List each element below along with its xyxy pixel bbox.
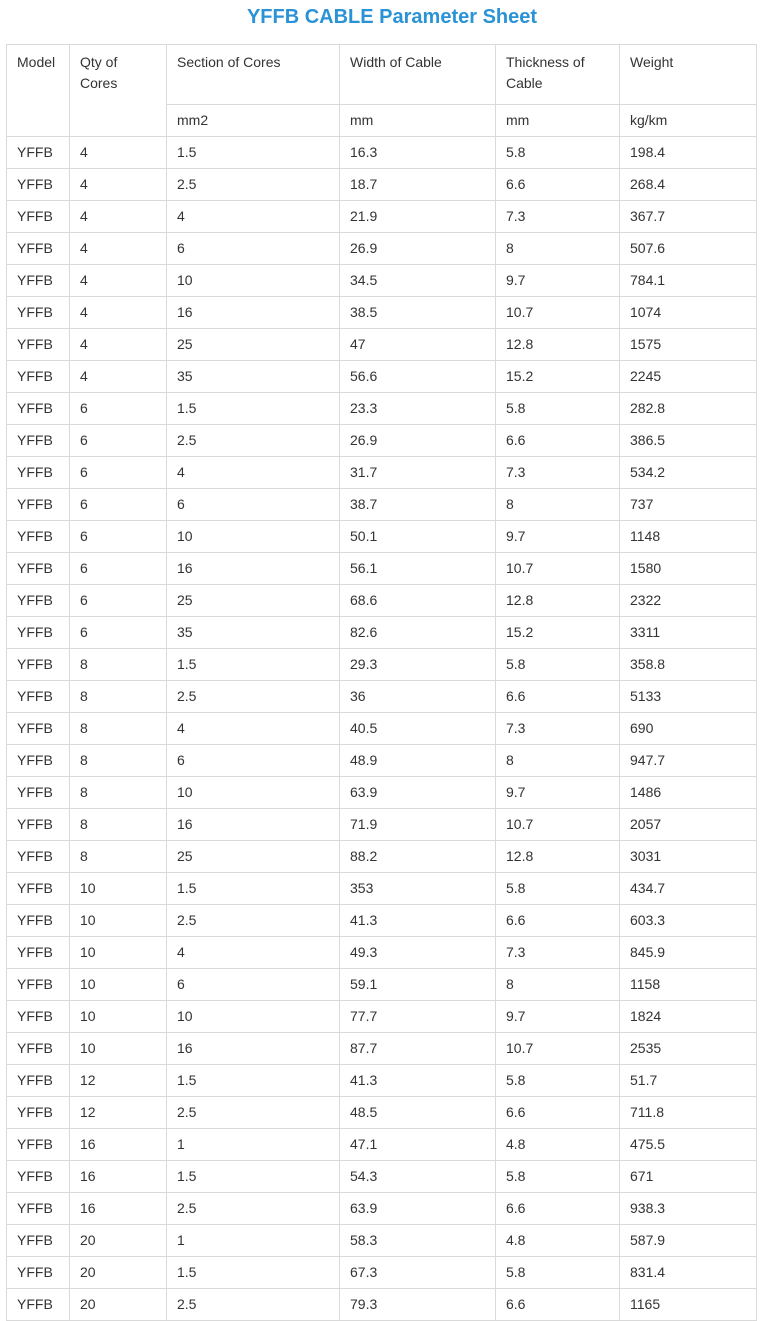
cell-qty-of-cores: 4 bbox=[70, 265, 167, 297]
table-row bbox=[7, 1289, 757, 1321]
cell-qty-of-cores: 8 bbox=[70, 841, 167, 873]
table-row bbox=[7, 233, 757, 265]
cell-width-of-cable: 79.3 bbox=[340, 1289, 496, 1321]
table-row bbox=[7, 1161, 757, 1193]
cell-model: YFFB bbox=[7, 393, 70, 425]
cell-section-of-cores: 2.5 bbox=[167, 169, 340, 201]
cell-model: YFFB bbox=[7, 1065, 70, 1097]
cell-width-of-cable: 34.5 bbox=[340, 265, 496, 297]
cell-thickness-of-cable: 5.8 bbox=[496, 137, 620, 169]
cell-section-of-cores: 4 bbox=[167, 457, 340, 489]
cell-qty-of-cores: 6 bbox=[70, 393, 167, 425]
cell-weight: 2535 bbox=[620, 1033, 757, 1065]
cell-thickness-of-cable: 10.7 bbox=[496, 297, 620, 329]
cell-weight: 1575 bbox=[620, 329, 757, 361]
cell-model: YFFB bbox=[7, 233, 70, 265]
table-row bbox=[7, 809, 757, 841]
cell-width-of-cable: 67.3 bbox=[340, 1257, 496, 1289]
cell-weight: 711.8 bbox=[620, 1097, 757, 1129]
cell-thickness-of-cable: 6.6 bbox=[496, 1097, 620, 1129]
cell-weight: 198.4 bbox=[620, 137, 757, 169]
table-row bbox=[7, 297, 757, 329]
cell-model: YFFB bbox=[7, 617, 70, 649]
cell-thickness-of-cable: 10.7 bbox=[496, 553, 620, 585]
cell-model: YFFB bbox=[7, 969, 70, 1001]
cell-thickness-of-cable: 7.3 bbox=[496, 937, 620, 969]
cell-width-of-cable: 82.6 bbox=[340, 617, 496, 649]
table-row bbox=[7, 1065, 757, 1097]
cell-model: YFFB bbox=[7, 265, 70, 297]
cell-weight: 3311 bbox=[620, 617, 757, 649]
cell-thickness-of-cable: 12.8 bbox=[496, 329, 620, 361]
table-row bbox=[7, 649, 757, 681]
cell-thickness-of-cable: 5.8 bbox=[496, 1257, 620, 1289]
cell-section-of-cores: 25 bbox=[167, 841, 340, 873]
cell-qty-of-cores: 6 bbox=[70, 457, 167, 489]
cell-model: YFFB bbox=[7, 745, 70, 777]
cell-width-of-cable: 50.1 bbox=[340, 521, 496, 553]
cell-section-of-cores: 1.5 bbox=[167, 1257, 340, 1289]
cell-weight: 507.6 bbox=[620, 233, 757, 265]
cell-weight: 5133 bbox=[620, 681, 757, 713]
cell-section-of-cores: 1.5 bbox=[167, 1161, 340, 1193]
table-row bbox=[7, 489, 757, 521]
cell-weight: 282.8 bbox=[620, 393, 757, 425]
table-row bbox=[7, 329, 757, 361]
cell-width-of-cable: 41.3 bbox=[340, 1065, 496, 1097]
table-row bbox=[7, 713, 757, 745]
cell-thickness-of-cable: 12.8 bbox=[496, 841, 620, 873]
cell-thickness-of-cable: 5.8 bbox=[496, 873, 620, 905]
cell-width-of-cable: 26.9 bbox=[340, 233, 496, 265]
cell-section-of-cores: 16 bbox=[167, 1033, 340, 1065]
cell-thickness-of-cable: 6.6 bbox=[496, 681, 620, 713]
cell-qty-of-cores: 10 bbox=[70, 1033, 167, 1065]
cell-qty-of-cores: 16 bbox=[70, 1193, 167, 1225]
cell-thickness-of-cable: 15.2 bbox=[496, 617, 620, 649]
table-row bbox=[7, 937, 757, 969]
cell-section-of-cores: 2.5 bbox=[167, 1193, 340, 1225]
cell-model: YFFB bbox=[7, 169, 70, 201]
cell-section-of-cores: 25 bbox=[167, 329, 340, 361]
cell-qty-of-cores: 4 bbox=[70, 329, 167, 361]
header-width-of-cable: Width of Cable bbox=[340, 45, 496, 105]
cell-qty-of-cores: 20 bbox=[70, 1289, 167, 1321]
table-row bbox=[7, 201, 757, 233]
cell-qty-of-cores: 8 bbox=[70, 745, 167, 777]
cell-width-of-cable: 48.9 bbox=[340, 745, 496, 777]
cell-weight: 268.4 bbox=[620, 169, 757, 201]
cell-thickness-of-cable: 7.3 bbox=[496, 713, 620, 745]
cell-qty-of-cores: 10 bbox=[70, 937, 167, 969]
cell-weight: 603.3 bbox=[620, 905, 757, 937]
cell-weight: 947.7 bbox=[620, 745, 757, 777]
cell-model: YFFB bbox=[7, 1097, 70, 1129]
table-row bbox=[7, 1225, 757, 1257]
table-row bbox=[7, 457, 757, 489]
table-row bbox=[7, 777, 757, 809]
cell-width-of-cable: 353 bbox=[340, 873, 496, 905]
cell-weight: 938.3 bbox=[620, 1193, 757, 1225]
cell-model: YFFB bbox=[7, 1129, 70, 1161]
parameter-table bbox=[6, 44, 757, 1321]
cell-thickness-of-cable: 4.8 bbox=[496, 1129, 620, 1161]
cell-weight: 358.8 bbox=[620, 649, 757, 681]
cell-qty-of-cores: 8 bbox=[70, 713, 167, 745]
cell-thickness-of-cable: 8 bbox=[496, 745, 620, 777]
cell-qty-of-cores: 6 bbox=[70, 553, 167, 585]
cell-thickness-of-cable: 8 bbox=[496, 489, 620, 521]
cell-width-of-cable: 16.3 bbox=[340, 137, 496, 169]
cell-model: YFFB bbox=[7, 873, 70, 905]
cell-width-of-cable: 18.7 bbox=[340, 169, 496, 201]
cell-qty-of-cores: 6 bbox=[70, 617, 167, 649]
cell-section-of-cores: 10 bbox=[167, 1001, 340, 1033]
cell-width-of-cable: 56.6 bbox=[340, 361, 496, 393]
cell-qty-of-cores: 8 bbox=[70, 809, 167, 841]
cell-thickness-of-cable: 12.8 bbox=[496, 585, 620, 617]
cell-weight: 690 bbox=[620, 713, 757, 745]
cell-section-of-cores: 2.5 bbox=[167, 681, 340, 713]
cell-width-of-cable: 56.1 bbox=[340, 553, 496, 585]
cell-qty-of-cores: 4 bbox=[70, 137, 167, 169]
cell-thickness-of-cable: 7.3 bbox=[496, 457, 620, 489]
cell-width-of-cable: 48.5 bbox=[340, 1097, 496, 1129]
cell-qty-of-cores: 8 bbox=[70, 777, 167, 809]
cell-model: YFFB bbox=[7, 489, 70, 521]
cell-width-of-cable: 68.6 bbox=[340, 585, 496, 617]
cell-section-of-cores: 10 bbox=[167, 265, 340, 297]
cell-weight: 1158 bbox=[620, 969, 757, 1001]
cell-weight: 1148 bbox=[620, 521, 757, 553]
cell-thickness-of-cable: 5.8 bbox=[496, 393, 620, 425]
header-weight: Weight bbox=[620, 45, 757, 105]
cell-qty-of-cores: 8 bbox=[70, 649, 167, 681]
cell-width-of-cable: 88.2 bbox=[340, 841, 496, 873]
cell-model: YFFB bbox=[7, 1033, 70, 1065]
table-row bbox=[7, 1129, 757, 1161]
cell-model: YFFB bbox=[7, 1289, 70, 1321]
cell-width-of-cable: 58.3 bbox=[340, 1225, 496, 1257]
cell-model: YFFB bbox=[7, 201, 70, 233]
cell-model: YFFB bbox=[7, 937, 70, 969]
cell-section-of-cores: 1 bbox=[167, 1129, 340, 1161]
table-row bbox=[7, 1193, 757, 1225]
cell-section-of-cores: 4 bbox=[167, 937, 340, 969]
cell-weight: 671 bbox=[620, 1161, 757, 1193]
cell-width-of-cable: 23.3 bbox=[340, 393, 496, 425]
cell-model: YFFB bbox=[7, 585, 70, 617]
cell-qty-of-cores: 12 bbox=[70, 1097, 167, 1129]
cell-model: YFFB bbox=[7, 297, 70, 329]
cell-thickness-of-cable: 5.8 bbox=[496, 1161, 620, 1193]
cell-model: YFFB bbox=[7, 713, 70, 745]
table-row bbox=[7, 905, 757, 937]
cell-model: YFFB bbox=[7, 1193, 70, 1225]
cell-section-of-cores: 2.5 bbox=[167, 905, 340, 937]
cell-thickness-of-cable: 8 bbox=[496, 969, 620, 1001]
cell-weight: 1486 bbox=[620, 777, 757, 809]
cell-section-of-cores: 16 bbox=[167, 297, 340, 329]
table-row bbox=[7, 393, 757, 425]
cell-section-of-cores: 10 bbox=[167, 521, 340, 553]
cell-weight: 784.1 bbox=[620, 265, 757, 297]
table-row bbox=[7, 1257, 757, 1289]
cell-qty-of-cores: 10 bbox=[70, 873, 167, 905]
cell-thickness-of-cable: 9.7 bbox=[496, 777, 620, 809]
cell-section-of-cores: 2.5 bbox=[167, 1289, 340, 1321]
cell-qty-of-cores: 20 bbox=[70, 1225, 167, 1257]
cell-weight: 2057 bbox=[620, 809, 757, 841]
cell-weight: 737 bbox=[620, 489, 757, 521]
cell-section-of-cores: 2.5 bbox=[167, 425, 340, 457]
cell-qty-of-cores: 16 bbox=[70, 1129, 167, 1161]
cell-weight: 1165 bbox=[620, 1289, 757, 1321]
cell-weight: 475.5 bbox=[620, 1129, 757, 1161]
cell-weight: 367.7 bbox=[620, 201, 757, 233]
cell-section-of-cores: 10 bbox=[167, 777, 340, 809]
cell-thickness-of-cable: 6.6 bbox=[496, 169, 620, 201]
table-row bbox=[7, 841, 757, 873]
table-row bbox=[7, 169, 757, 201]
unit-width: mm bbox=[340, 105, 496, 137]
table-body bbox=[7, 45, 757, 1321]
header-section-of-cores: Section of Cores bbox=[167, 45, 340, 105]
cell-section-of-cores: 2.5 bbox=[167, 1097, 340, 1129]
cell-model: YFFB bbox=[7, 1161, 70, 1193]
cell-qty-of-cores: 8 bbox=[70, 681, 167, 713]
cell-qty-of-cores: 6 bbox=[70, 425, 167, 457]
cell-width-of-cable: 47.1 bbox=[340, 1129, 496, 1161]
cell-weight: 434.7 bbox=[620, 873, 757, 905]
table-row bbox=[7, 265, 757, 297]
unit-thickness: mm bbox=[496, 105, 620, 137]
cell-model: YFFB bbox=[7, 1257, 70, 1289]
cell-thickness-of-cable: 4.8 bbox=[496, 1225, 620, 1257]
cell-section-of-cores: 1.5 bbox=[167, 649, 340, 681]
cell-section-of-cores: 6 bbox=[167, 233, 340, 265]
cell-model: YFFB bbox=[7, 553, 70, 585]
cell-qty-of-cores: 6 bbox=[70, 585, 167, 617]
cell-width-of-cable: 40.5 bbox=[340, 713, 496, 745]
cell-width-of-cable: 21.9 bbox=[340, 201, 496, 233]
cell-thickness-of-cable: 10.7 bbox=[496, 809, 620, 841]
header-thickness-of-cable: Thickness of Cable bbox=[496, 45, 620, 105]
cell-width-of-cable: 63.9 bbox=[340, 777, 496, 809]
cell-section-of-cores: 1 bbox=[167, 1225, 340, 1257]
cell-model: YFFB bbox=[7, 841, 70, 873]
cell-weight: 1580 bbox=[620, 553, 757, 585]
table-row bbox=[7, 361, 757, 393]
table-row bbox=[7, 681, 757, 713]
cell-width-of-cable: 59.1 bbox=[340, 969, 496, 1001]
cell-width-of-cable: 47 bbox=[340, 329, 496, 361]
table-row bbox=[7, 585, 757, 617]
header-row bbox=[7, 45, 757, 105]
cell-qty-of-cores: 4 bbox=[70, 169, 167, 201]
unit-weight: kg/km bbox=[620, 105, 757, 137]
cell-model: YFFB bbox=[7, 777, 70, 809]
cell-model: YFFB bbox=[7, 809, 70, 841]
cell-qty-of-cores: 10 bbox=[70, 905, 167, 937]
cell-weight: 2322 bbox=[620, 585, 757, 617]
cell-qty-of-cores: 4 bbox=[70, 201, 167, 233]
table-row bbox=[7, 521, 757, 553]
cell-model: YFFB bbox=[7, 457, 70, 489]
cell-width-of-cable: 71.9 bbox=[340, 809, 496, 841]
cell-width-of-cable: 77.7 bbox=[340, 1001, 496, 1033]
cell-qty-of-cores: 16 bbox=[70, 1161, 167, 1193]
cell-width-of-cable: 38.7 bbox=[340, 489, 496, 521]
cell-thickness-of-cable: 6.6 bbox=[496, 1289, 620, 1321]
cell-model: YFFB bbox=[7, 1001, 70, 1033]
cell-qty-of-cores: 12 bbox=[70, 1065, 167, 1097]
cell-section-of-cores: 1.5 bbox=[167, 873, 340, 905]
cell-thickness-of-cable: 5.8 bbox=[496, 649, 620, 681]
cell-qty-of-cores: 10 bbox=[70, 969, 167, 1001]
cell-weight: 386.5 bbox=[620, 425, 757, 457]
cell-section-of-cores: 1.5 bbox=[167, 137, 340, 169]
cell-section-of-cores: 1.5 bbox=[167, 393, 340, 425]
cell-width-of-cable: 31.7 bbox=[340, 457, 496, 489]
table-row bbox=[7, 1001, 757, 1033]
cell-model: YFFB bbox=[7, 137, 70, 169]
cell-width-of-cable: 26.9 bbox=[340, 425, 496, 457]
cell-model: YFFB bbox=[7, 521, 70, 553]
cell-thickness-of-cable: 6.6 bbox=[496, 1193, 620, 1225]
cell-thickness-of-cable: 8 bbox=[496, 233, 620, 265]
table-row bbox=[7, 969, 757, 1001]
cell-model: YFFB bbox=[7, 425, 70, 457]
cell-model: YFFB bbox=[7, 905, 70, 937]
cell-weight: 1824 bbox=[620, 1001, 757, 1033]
cell-model: YFFB bbox=[7, 329, 70, 361]
cell-thickness-of-cable: 9.7 bbox=[496, 265, 620, 297]
cell-qty-of-cores: 4 bbox=[70, 361, 167, 393]
table-row bbox=[7, 1033, 757, 1065]
table-row bbox=[7, 745, 757, 777]
cell-width-of-cable: 49.3 bbox=[340, 937, 496, 969]
table-row bbox=[7, 137, 757, 169]
cell-section-of-cores: 4 bbox=[167, 201, 340, 233]
table-row bbox=[7, 873, 757, 905]
page-title: YFFB CABLE Parameter Sheet bbox=[246, 6, 538, 28]
cell-section-of-cores: 16 bbox=[167, 553, 340, 585]
cell-section-of-cores: 16 bbox=[167, 809, 340, 841]
cell-width-of-cable: 29.3 bbox=[340, 649, 496, 681]
table-row bbox=[7, 425, 757, 457]
cell-thickness-of-cable: 9.7 bbox=[496, 1001, 620, 1033]
cell-width-of-cable: 54.3 bbox=[340, 1161, 496, 1193]
cell-thickness-of-cable: 15.2 bbox=[496, 361, 620, 393]
cell-weight: 2245 bbox=[620, 361, 757, 393]
header-qty-of-cores: Qty of Cores bbox=[70, 45, 167, 137]
unit-section: mm2 bbox=[167, 105, 340, 137]
table-row bbox=[7, 1097, 757, 1129]
cell-thickness-of-cable: 5.8 bbox=[496, 1065, 620, 1097]
cell-width-of-cable: 87.7 bbox=[340, 1033, 496, 1065]
header-model: Model bbox=[7, 45, 70, 137]
cell-qty-of-cores: 4 bbox=[70, 233, 167, 265]
cell-weight: 1074 bbox=[620, 297, 757, 329]
table-row bbox=[7, 617, 757, 649]
cell-qty-of-cores: 6 bbox=[70, 489, 167, 521]
cell-weight: 845.9 bbox=[620, 937, 757, 969]
cell-section-of-cores: 35 bbox=[167, 617, 340, 649]
cell-model: YFFB bbox=[7, 1225, 70, 1257]
cell-width-of-cable: 38.5 bbox=[340, 297, 496, 329]
cell-width-of-cable: 41.3 bbox=[340, 905, 496, 937]
cell-section-of-cores: 1.5 bbox=[167, 1065, 340, 1097]
cell-model: YFFB bbox=[7, 649, 70, 681]
cell-width-of-cable: 63.9 bbox=[340, 1193, 496, 1225]
cell-weight: 587.9 bbox=[620, 1225, 757, 1257]
cell-section-of-cores: 35 bbox=[167, 361, 340, 393]
cell-weight: 831.4 bbox=[620, 1257, 757, 1289]
cell-model: YFFB bbox=[7, 681, 70, 713]
cell-width-of-cable: 36 bbox=[340, 681, 496, 713]
cell-section-of-cores: 6 bbox=[167, 745, 340, 777]
table-row bbox=[7, 553, 757, 585]
cell-qty-of-cores: 10 bbox=[70, 1001, 167, 1033]
cell-weight: 534.2 bbox=[620, 457, 757, 489]
cell-thickness-of-cable: 9.7 bbox=[496, 521, 620, 553]
cell-thickness-of-cable: 6.6 bbox=[496, 425, 620, 457]
cell-qty-of-cores: 4 bbox=[70, 297, 167, 329]
cell-thickness-of-cable: 6.6 bbox=[496, 905, 620, 937]
cell-qty-of-cores: 6 bbox=[70, 521, 167, 553]
cell-section-of-cores: 25 bbox=[167, 585, 340, 617]
cell-section-of-cores: 6 bbox=[167, 969, 340, 1001]
cell-section-of-cores: 6 bbox=[167, 489, 340, 521]
cell-model: YFFB bbox=[7, 361, 70, 393]
cell-thickness-of-cable: 10.7 bbox=[496, 1033, 620, 1065]
cell-thickness-of-cable: 7.3 bbox=[496, 201, 620, 233]
cell-qty-of-cores: 20 bbox=[70, 1257, 167, 1289]
cell-section-of-cores: 4 bbox=[167, 713, 340, 745]
cell-weight: 3031 bbox=[620, 841, 757, 873]
cell-weight: 51.7 bbox=[620, 1065, 757, 1097]
